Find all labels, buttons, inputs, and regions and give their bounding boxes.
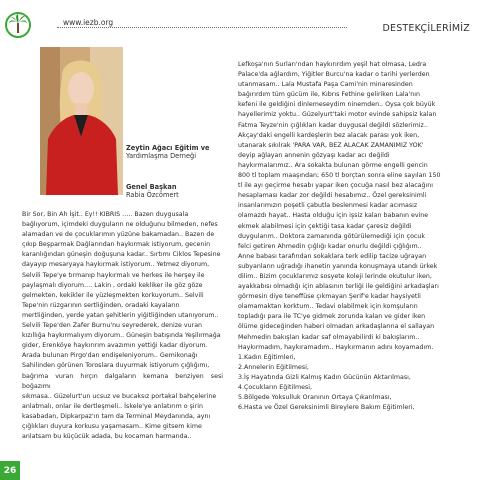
organization-name-2: Yardımlaşma Derneği	[126, 152, 197, 160]
person-block	[126, 183, 179, 199]
portrait-photo	[40, 47, 123, 195]
site-url[interactable]: www.iezb.org	[63, 18, 114, 27]
organization-block	[126, 144, 210, 160]
section-title: DESTEKÇİLERİMİZ	[382, 23, 470, 34]
organization-name: Zeytin Ağacı Eğitim ve	[126, 144, 210, 152]
page-number-tab	[0, 461, 20, 480]
page-number: 26	[3, 465, 17, 476]
article-left-column: Bir Sor, Bin Ah İşit.. Ey!! KIBRIS ….. Bazen duygusala bağlıyorum, içimdeki duyguların ne olduğunu bilmeden, nefes alamadan ve de çocuklarımın yüzüne bakamadan.. Bazen de çıkıp Beşparmak Dağlarından haykırmak istiyorum, gecenin karanlığından güneşin doğuşuna kadar.. Sırtımı Ciklos Tepesine dayayıp mesaryaya haykırmak istiyorum.. Yetmez diyorum, Selvili Tepe'ye tırmanıp haykırmalı ve herkes ile herşey ile paylaşmalı diyorum…. Lakin , ordaki kekliker ile göz göze gelmekten, kekikler ile yüzleşmekten korkuyorum.. Selvili Tepe'nin rüzgarının sertliğinden, oradaki kayaların mertliğinden, yerde yatan şehitlerin yiğitliğinden utanıyorum.. Selvili Tepe'den Zafer Burnu'nu seyrederek, denize vuran kızıllığa haykırmalıyım diyorum.. Güneşin batışında Yeşilırmağa gider, Erenköye haykırırım avazımın yettiği kadar diyorum. Arada bulunan Pirgo'dan endişeleniyorum.. Gemikonağı Sahilinden görünen Toroslara duyurmak istiyorum çığlığımı, bağrıma vuran hırçın dalgaların kemana benziyen sesi boğazımı sıkmasa.. Güzelurt'un ucsuz ve bucaksız portakal bahçelerine anlatmalı, onlar ile dertleşmeli.. İskele'ye anlatırım o şirin kasabadan, Dipkarpaz'ın tam da Terminal Meydanında, aynı çığlıkları duyura korkusu yaşamasam.. Kime gitsem kime anlatsam bu küçücük adada, bu kocaman harmanda..	[22, 211, 223, 441]
person-name: Rabia Özcömert	[126, 191, 179, 199]
header-divider	[57, 27, 347, 28]
article-right-column: Lefkoşa'nın Surları'ndan haykırırdım yeşil hat olmasa, Ledra Palace'da ağlardım, Yiğitler Burcu'na kadar o tarihi yerlerden utanmasam.. Lala Mustafa Paşa Cami'nin minaresinden bağırırdım tüm gücüm ile, Kıbrıs Fethine geliriken Lala'nın kefeni ile geldiğini dinlemeseydim ninemden.. Oysa çok büyük hayellerimiz yoktu.. Güzelyurt'taki motor evinde sahipsiz kalan Fatma Teyze'nin çığlıkları kadar duygusal değildi sözlerimiz.. Akçay'daki engelli kardeşlerin bez alacak parası yok iken, utanarak sıkılrak 'PARA VAR, BEZ ALACAK ZAMANIMIZ YOK' deyip ağlayan annenin gözyaşı kadar acı değildi haykırmalarımız.. Ara sokakta bulunan görme engelli gencin 800 tl toplam maaşından; 650 tl borçtan sonra eline sayılan 150 tl ile ayı geçirme hesabı yapar iken çocuğa nasıl bez alacağını hesaplaması kadar zor değildi hesabımız.. Özel gereksinimli insanlarımızın poşetli çabutla beslenmesi kadar acımasız olamazdı hayat.. Hasta olduğu için işsiz kalan babanın evine ekmek alabilmesi için çektiği tasa kadar çaresiz değildi duygularım.. Doktora zamanında götürülemediği için çocuk felci getiren Ahmedin çığlığı kadar onurlu değildi çığlığım.. Anne babası tarafından sokaklara terk edilip tacize uğrayan subyanların uğradığı ihanetin yanında konuşmaya utandı ürkek dilim.. Bizim çocuklarımız sosyete koleji lerinde okutulur iken, ayakkabısı olmadığı için ablasının terliği ile geldiğini arkadaşları görmesin diye teneffüse çıkmayan Şerif'e kadar haysiyetli olamamaktan korktum.. Tedavi olabilmek için komşuların topladığı para ile TC'ye gidmek zorunda kalan ve gider iken ölüme gideceğinden haberi olmadan arkadaşlarına el sallayan Mehmedin bakışları kadar saf olmayabilirdi ki bakışlarım.. Haykırmadım, haykıramadım.. Haykırmanın adını koyamadım. 1.Kadın Eğitimleri, 2.Annelerin Eğitilmesi, 3.İş Hayatında Gizli Kalmış Kadın Gücünün Aktarılması, 4.Çocukların Eğitilmesi, 5.Bölgede Yoksulluk Oranının Ortaya Çıkarılması, 6.Hasta ve Özel Gereksinimli Bireylere Bakım Eğitimleri,	[238, 61, 441, 412]
person-role: Genel Başkan	[126, 183, 177, 191]
